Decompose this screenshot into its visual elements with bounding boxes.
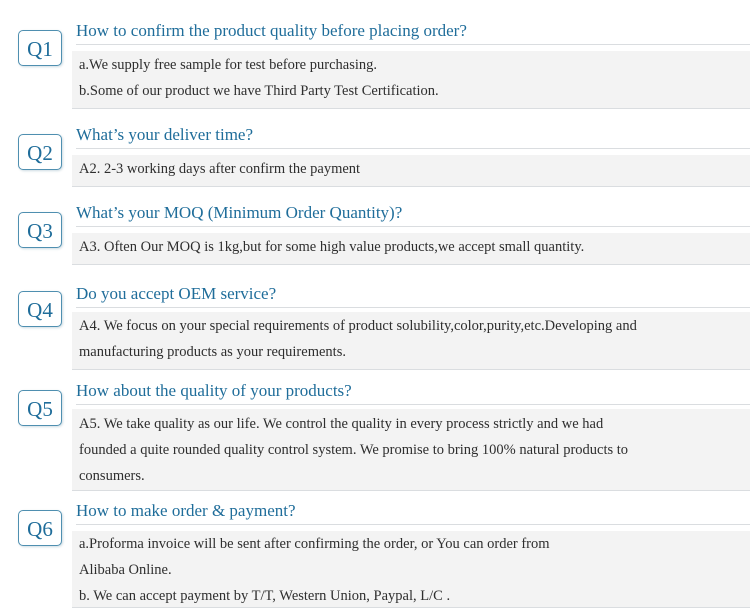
answer-line: b.Some of our product we have Third Party Test Certification. [79,83,439,99]
answer-line: A5. We take quality as our life. We control the quality in every process strictly and we had [79,416,604,432]
answer-block [72,51,750,109]
question-number-badge: Q6 [18,510,62,546]
question-heading: How to make order & payment? [76,498,750,525]
question-number-badge: Q5 [18,390,62,426]
answer-block [72,233,750,265]
question-heading: How about the quality of your products? [76,378,750,405]
answer-line: A4. We focus on your special requirements of product solubility,color,purity,etc.Developing and [79,318,637,334]
question-heading: How to confirm the product quality before placing order? [76,18,750,45]
question-number-badge: Q2 [18,134,62,170]
answer-block [72,312,750,370]
question-number-badge: Q4 [18,291,62,327]
answer-line: Alibaba Online. [79,562,172,578]
answer-line: manufacturing products as your requirements. [79,344,346,360]
answer-line: A3. Often Our MOQ is 1kg,but for some high value products,we accept small quantity. [79,239,585,255]
answer-block [72,155,750,187]
question-heading: Do you accept OEM service? [76,281,750,308]
question-number-badge: Q3 [18,212,62,248]
question-heading: What’s your deliver time? [76,122,750,149]
answer-line: founded a quite rounded quality control system. We promise to bring 100% natural products to [79,442,629,458]
answer-line: b. We can accept payment by T/T, Western Union, Paypal, L/C . [79,588,451,604]
answer-line: consumers. [79,468,145,484]
answer-line: a.We supply free sample for test before purchasing. [79,57,377,73]
question-heading: What’s your MOQ (Minimum Order Quantity)? [76,200,750,227]
answer-block [72,409,750,491]
answer-block [72,531,750,608]
question-number-badge: Q1 [18,30,62,66]
answer-line: A2. 2-3 working days after confirm the payment [79,161,361,177]
answer-line: a.Proforma invoice will be sent after confirming the order, or You can order from [79,536,550,552]
